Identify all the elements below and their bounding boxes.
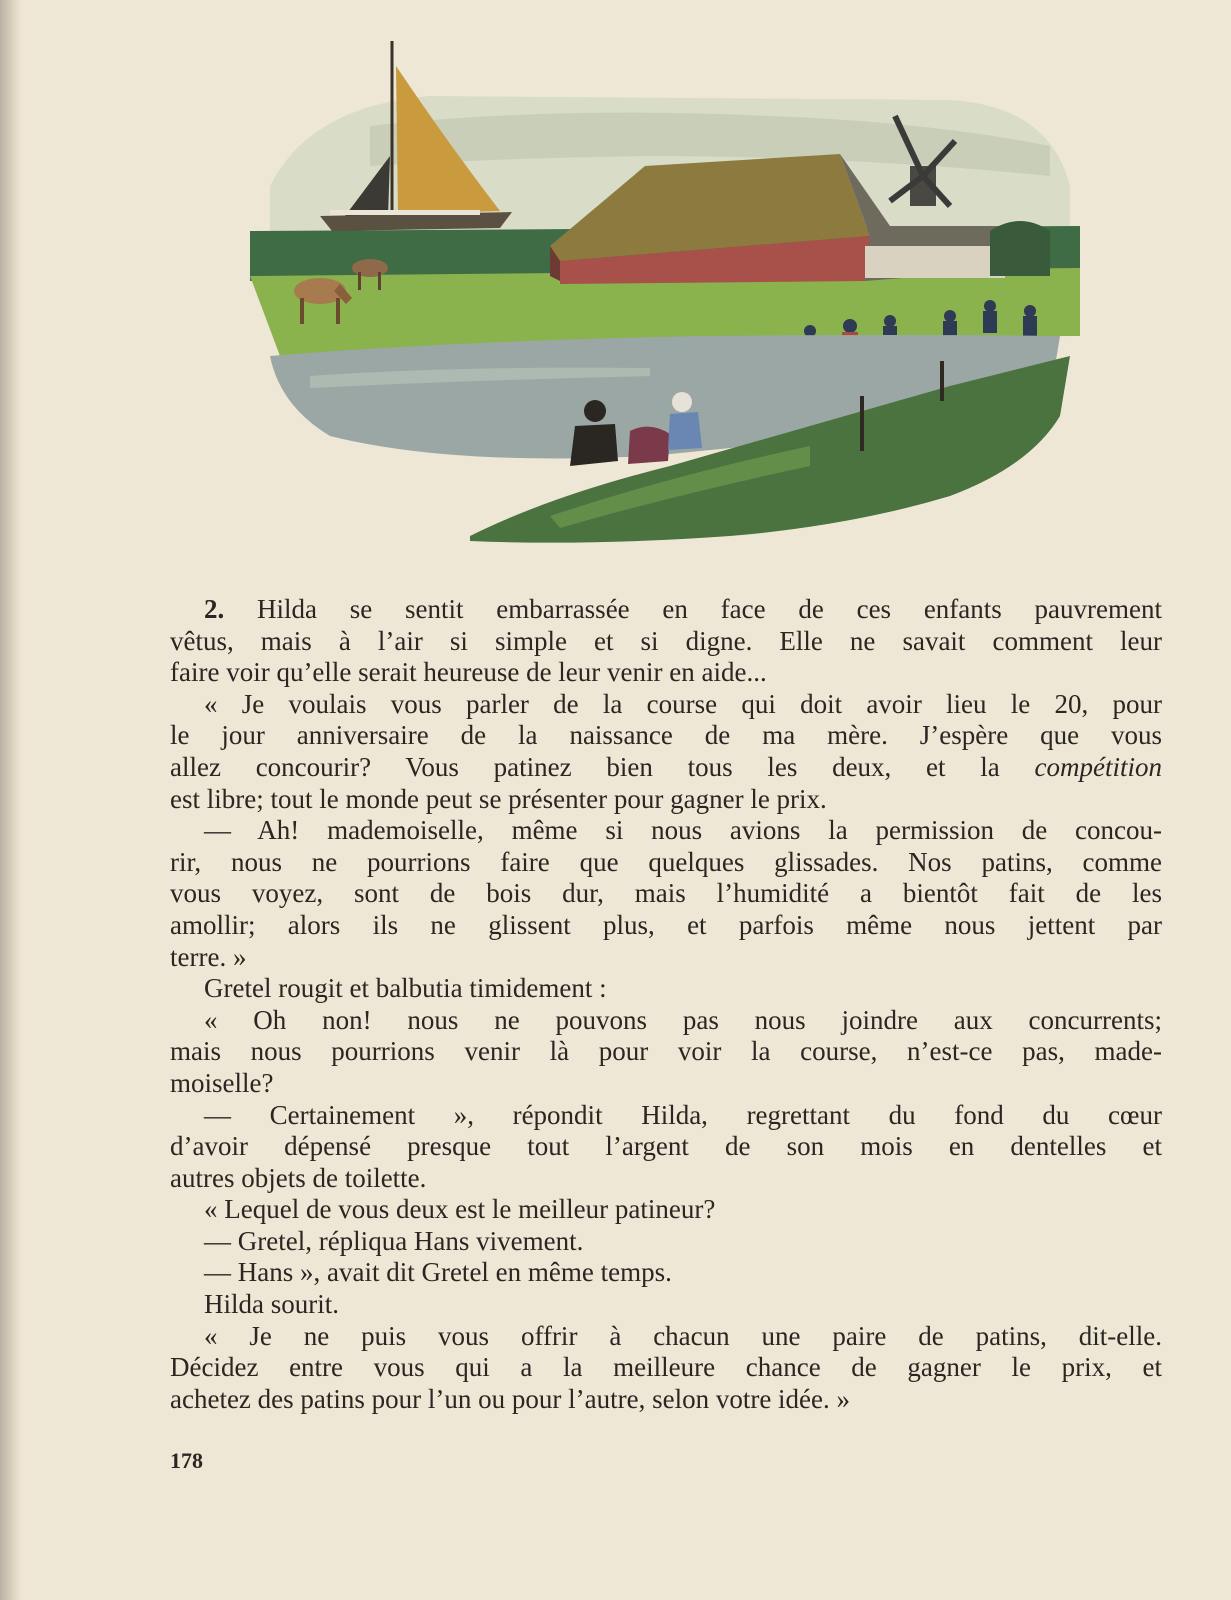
page-binding-edge [0, 0, 22, 1600]
text-line: — Certainement », répondit Hilda, regrettant du fond du cœur [204, 1099, 1162, 1130]
text-line: — Ah! mademoiselle, même si nous avions la permission de concou- [204, 815, 1162, 846]
illustration-svg [250, 36, 1080, 546]
text-line: « Je voulais vous parler de la course qui doit avoir lieu le 20, pour [204, 688, 1162, 719]
section-number: 2. [204, 594, 225, 624]
story-text [170, 594, 1162, 1415]
text-span: allez concourir? Vous patinez bien tous les deux, et la [170, 751, 1035, 782]
text-line: — Gretel, répliqua Hans vivement. [204, 1225, 584, 1256]
text-line: faire voir qu’elle serait heureuse de leur venir en aide... [170, 657, 767, 688]
text-line: d’avoir dépensé presque tout l’argent de son mois en dentelles et [170, 1131, 1162, 1162]
text-line: Gretel rougit et balbutia timidement : [204, 973, 607, 1004]
text-line: Hilda sourit. [204, 1289, 339, 1320]
text-line: achetez des patins pour l’un ou pour l’autre, selon votre idée. » [170, 1383, 851, 1414]
text-line: est libre; tout le monde peut se présenter pour gagner le prix. [170, 783, 827, 814]
text-line: Hilda se sentit embarrassée en face de ces enfants pauvrement [224, 594, 1162, 624]
text-line: vêtus, mais à l’air si simple et si digne. Elle ne savait comment leur [170, 625, 1162, 656]
text-line: rir, nous ne pourrions faire que quelques glissades. Nos patins, comme [170, 846, 1162, 877]
italic-word: compétition [1034, 751, 1162, 782]
text-line: autres objets de toilette. [170, 1162, 427, 1193]
text-line: « Je ne puis vous offrir à chacun une paire de patins, dit-elle. [204, 1320, 1162, 1351]
text-line: le jour anniversaire de la naissance de ma mère. J’espère que vous [170, 720, 1162, 751]
text-line: terre. » [170, 941, 247, 972]
text-line: « Oh non! nous ne pouvons pas nous joindre aux concurrents; [204, 1004, 1162, 1035]
text-line: vous voyez, sont de bois dur, mais l’humidité a bientôt fait de les [170, 878, 1162, 909]
text-line [170, 752, 1162, 784]
text-line: mais nous pourrions venir là pour voir la course, n’est-ce pas, made- [170, 1036, 1162, 1067]
text-line: amollir; alors ils ne glissent plus, et parfois même nous jettent par [170, 909, 1162, 940]
text-line: moiselle? [170, 1067, 274, 1098]
page-number: 178 [170, 1448, 203, 1473]
text-line: Décidez entre vous qui a la meilleure chance de gagner le prix, et [170, 1352, 1162, 1383]
text-line: — Hans », avait dit Gretel en même temps. [204, 1257, 672, 1288]
paragraph [170, 594, 1162, 626]
text-line: « Lequel de vous deux est le meilleur patineur? [204, 1194, 716, 1225]
illustration-dutch-landscape [250, 36, 1080, 546]
